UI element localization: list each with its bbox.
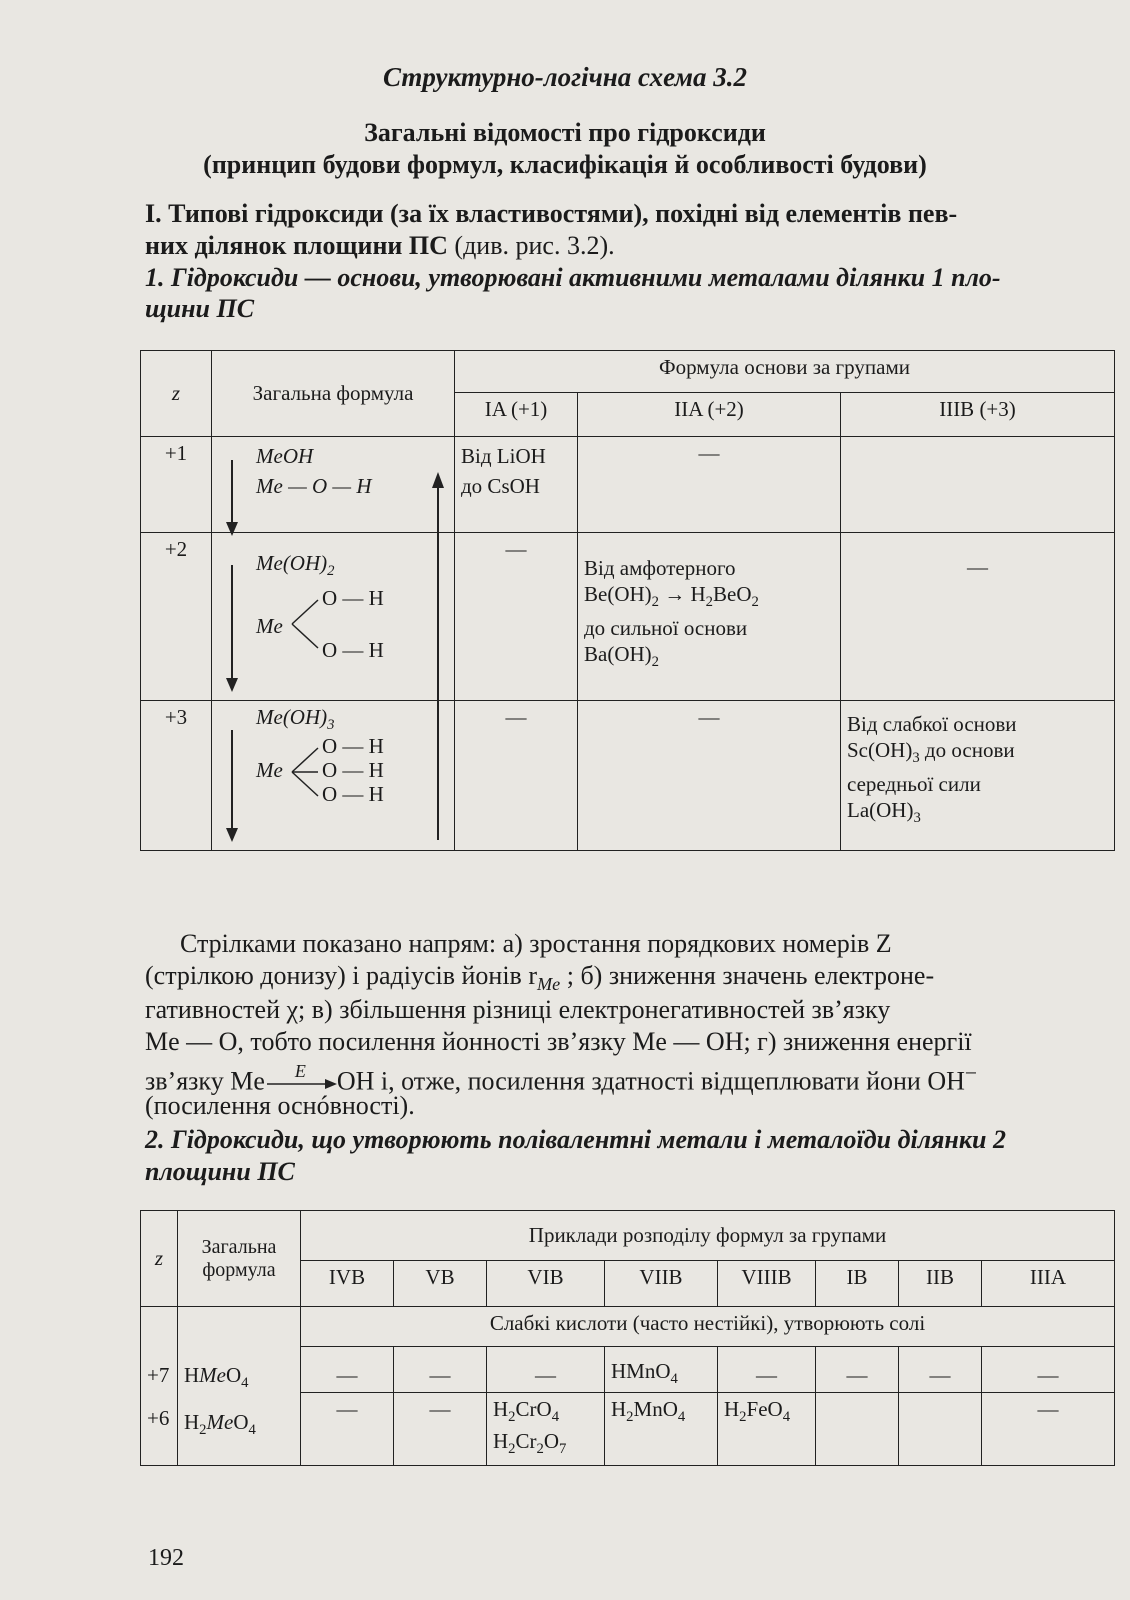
formula-meoh: MeOH	[256, 444, 314, 468]
arrows-text-line3: гативностей χ; в) збільшення різниці електронегативностей зв’язку	[145, 995, 891, 1024]
section1-line2	[145, 230, 1115, 261]
me-symbol: Me	[256, 614, 283, 639]
arrows-text-line5: зв’язку Me E OH і, отже, посилення здатності відщеплювати йони OH−	[145, 1060, 978, 1096]
page-number: 192	[148, 1545, 184, 1571]
th-examples: Приклади розподілу формул за групами	[301, 1211, 1115, 1261]
structure-me-oh2	[256, 580, 448, 670]
th-vib: VIB	[487, 1261, 605, 1307]
table-row	[141, 533, 1115, 701]
cell-h2mno4: $H_2MnO_4$	[605, 1393, 718, 1466]
th-group-iiib: IIIB (+3)	[841, 393, 1115, 437]
arrows-text-line6: (посилення оснóвності).	[145, 1091, 415, 1120]
table-row: — — — HMnO$_4$ — — — —	[141, 1347, 1115, 1393]
oh-lower: O — H	[322, 638, 384, 663]
oh-2: O — H	[322, 758, 384, 783]
up-arrow	[430, 470, 446, 850]
formula-me-o-h: Me — O — H	[256, 474, 372, 498]
bond-lines	[290, 740, 320, 804]
oh-upper: O — H	[322, 586, 384, 611]
bases-table	[140, 350, 1115, 851]
cell-iiib	[841, 437, 1115, 533]
th-ib: IB	[816, 1261, 899, 1307]
section1-line2-rest: (див. рис. 3.2).	[447, 231, 615, 260]
arrows-text-line1: Стрілками показано напрям: а) зростання порядкових номерів Z	[180, 929, 892, 958]
cell-formula	[212, 533, 455, 701]
oh-3: O — H	[322, 782, 384, 807]
arrows-text-line4: Me — O, тобто посилення йонності зв’язку Me — OH; г) зниження енергії	[145, 1027, 972, 1056]
th-ivb: IVB	[301, 1261, 394, 1307]
cell-chromic-acids: $H_2CrO_4$ $H_2Cr_2O_7$	[487, 1393, 605, 1466]
th-general-formula: Загальна формула	[178, 1211, 301, 1307]
cell-h2feo4: $H_2FeO_4$	[718, 1393, 816, 1466]
subsection1-line1: 1. Гідроксиди — основи, утворювані активними металами ділянки 1 пло-	[145, 263, 1001, 292]
structure-me-oh3	[256, 734, 448, 814]
th-iib: IIB	[899, 1261, 982, 1307]
cell-formula-col: HMeO$_4$ $H_2MeO_4$	[178, 1307, 301, 1466]
cell-formula	[212, 701, 455, 851]
cell-ia: —	[455, 533, 578, 701]
th-iiia: IIIA	[982, 1261, 1115, 1307]
cell-hmno4: HMnO$_4$	[605, 1347, 718, 1393]
th-general-formula: Загальна формула	[212, 351, 455, 437]
cell-ia: —	[455, 701, 578, 851]
cell-iia: Від амфотерного $Be(OH)_2 \to H_2BeO_2$ до сильної основи $Ba(OH)_2$	[578, 533, 841, 701]
bond-lines	[290, 594, 320, 654]
section1-line2-bold: них ділянок площини ПС	[145, 231, 448, 260]
th-group-ia: IA (+1)	[455, 393, 578, 437]
table-row	[141, 437, 1115, 533]
table-row	[141, 701, 1115, 851]
formula-me-oh2: $Me(OH)_2$	[256, 551, 335, 580]
arrows-text-line2: (стрілкою донизу) і радіусів йонів $r_{Me}$ ; б) зниження значень електроне-	[145, 961, 935, 995]
oh-1: O — H	[322, 734, 384, 759]
th-vb: VB	[394, 1261, 487, 1307]
me-symbol: Me	[256, 758, 283, 783]
cell-ia: Від LiOH до CsOH	[455, 437, 578, 533]
cell-iiib: Від слабкої основи $Sc(OH)_3$ до основи середньої сили $La(OH)_3$	[841, 701, 1115, 851]
cell-iiib: —	[841, 533, 1115, 701]
formula-me-oh3: $Me(OH)_3$	[256, 705, 335, 734]
cell-iia: —	[578, 701, 841, 851]
schema-title: Структурно-логічна схема 3.2	[383, 62, 747, 92]
cell-z: +3	[141, 701, 212, 851]
cell-z: +2	[141, 533, 212, 701]
subsection1-line2: щини ПС	[145, 294, 255, 323]
cell-formula	[212, 437, 455, 533]
cell-z-col: +7 +6	[141, 1307, 178, 1466]
table-row: — — $H_2CrO_4$ $H_2Cr_2O_7$ $H_2MnO_4$ $H_2FeO_4$ —	[141, 1393, 1115, 1466]
weak-acids-label: Слабкі кислоти (часто нестійкі), утворюють солі	[301, 1307, 1115, 1347]
th-viib: VIIB	[605, 1261, 718, 1307]
heading-line-2: (принцип будови формул, класифікація й особливості будови)	[203, 150, 927, 179]
cell-iia: —	[578, 437, 841, 533]
th-z: z	[141, 351, 212, 437]
cell-z: +1	[141, 437, 212, 533]
th-viiib: VIIIB	[718, 1261, 816, 1307]
th-z: z	[141, 1211, 178, 1307]
subsection2-line2: площини ПС	[145, 1157, 295, 1186]
heading-line-1: Загальні відомості про гідроксиди	[364, 118, 766, 147]
th-group-iia: IIA (+2)	[578, 393, 841, 437]
section1-line1: I. Типові гідроксиди (за їх властивостями), похідні від елементів пев-	[145, 199, 958, 228]
energy-arrow: E	[265, 1070, 337, 1090]
th-formula-by-groups: Формула основи за групами	[455, 351, 1115, 393]
polyvalent-table	[140, 1210, 1115, 1466]
down-arrows-z	[224, 460, 240, 850]
subsection2-line1: 2. Гідроксиди, що утворюють полівалентні метали і металоїди ділянки 2	[145, 1125, 1006, 1154]
